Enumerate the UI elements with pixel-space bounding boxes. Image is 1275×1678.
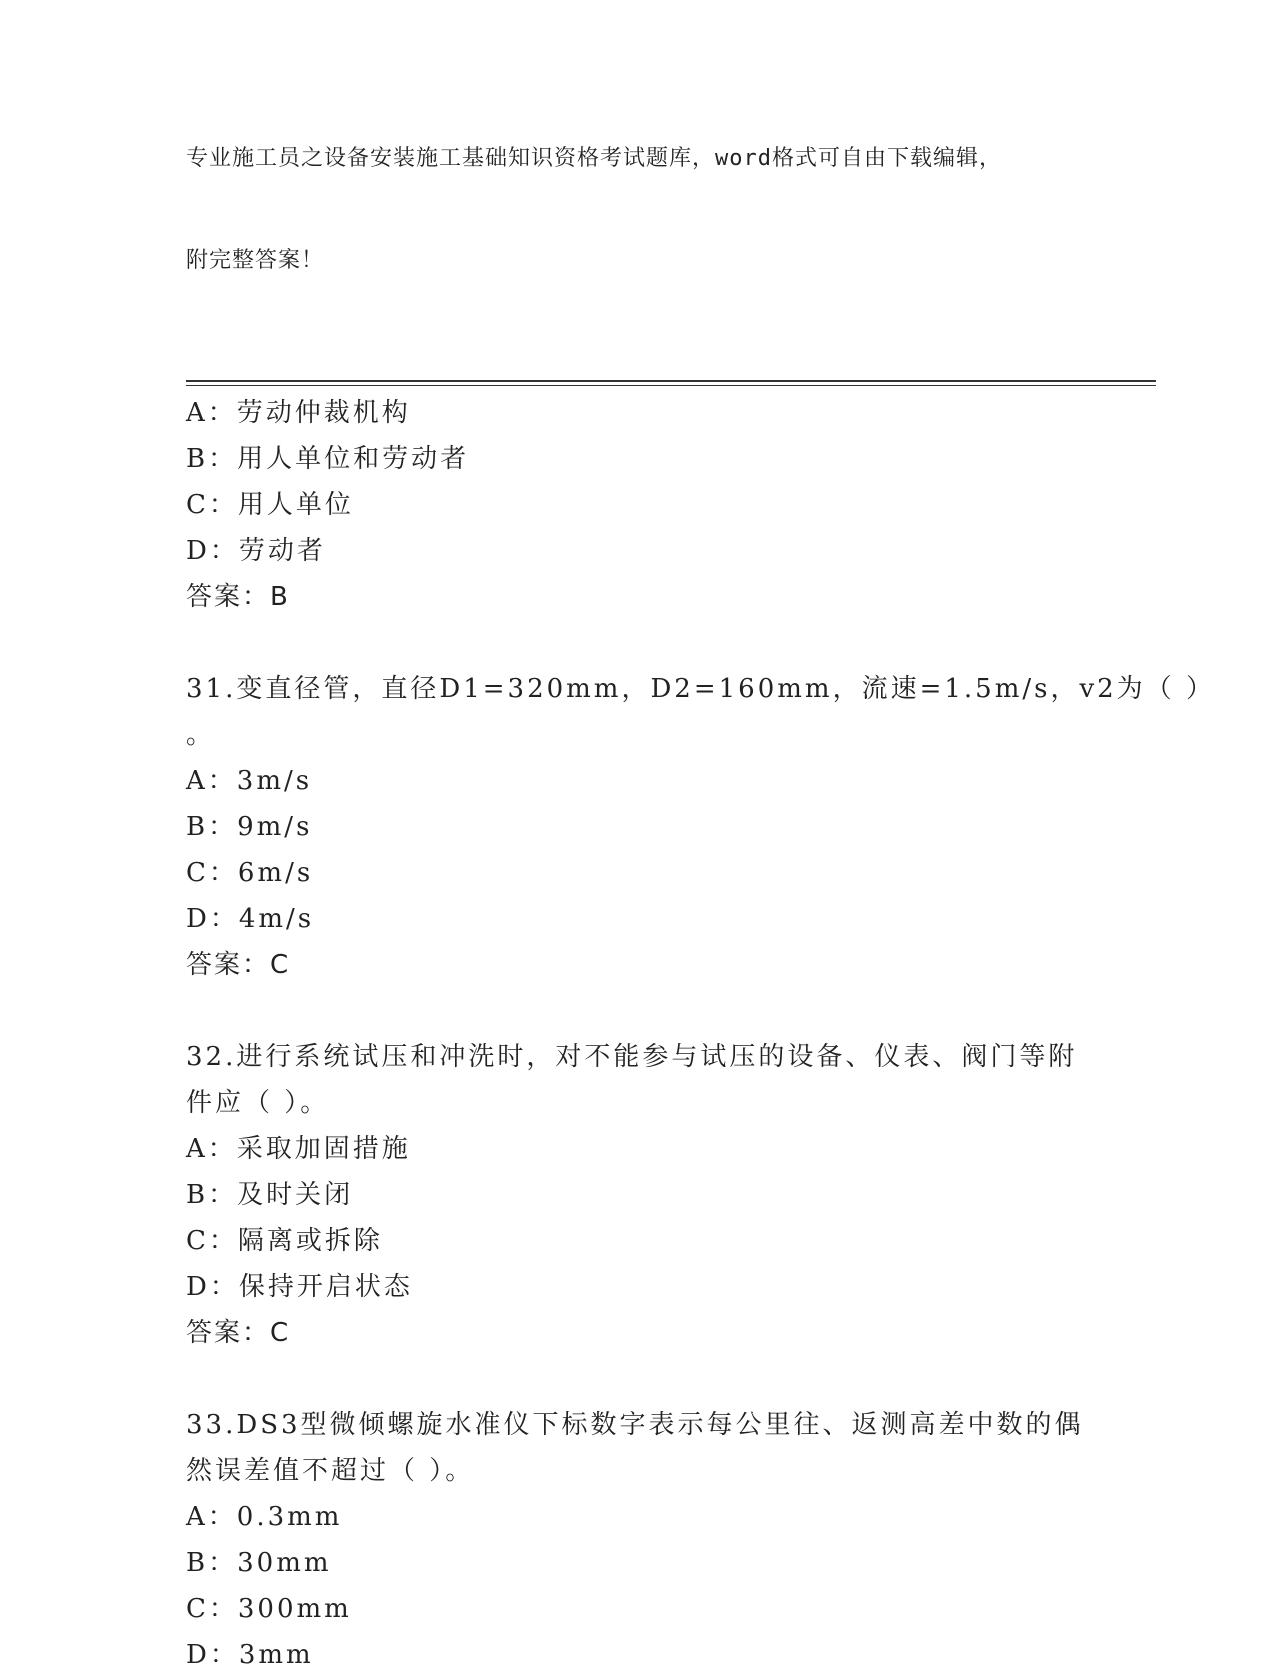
option-b: B：及时关闭	[186, 1180, 354, 1210]
option-a: A：0.3mm	[186, 1502, 343, 1532]
document-page	[186, 74, 1215, 1678]
header-line-2: 附完整答案！	[186, 248, 325, 273]
question-31	[186, 666, 1215, 988]
question-gap	[186, 1356, 1156, 1402]
header-line-1: 专业施工员之设备安装施工基础知识资格考试题库，word格式可自由下载编辑，	[186, 146, 1002, 171]
option-c: C：300mm	[186, 1594, 352, 1624]
option-c: C：隔离或拆除	[186, 1226, 383, 1256]
question-30	[186, 390, 1156, 620]
question-stem-line-1: 31.变直径管，直径D1=320mm，D2=160mm，流速=1.5m/s，v2为（ ）	[186, 674, 1215, 704]
question-33	[186, 1402, 1156, 1678]
question-stem-line-2: 件应（ ）。	[186, 1088, 330, 1118]
question-gap	[186, 620, 1156, 666]
option-a: A：劳动仲裁机构	[186, 398, 411, 428]
option-b: B：用人单位和劳动者	[186, 444, 470, 474]
question-list	[186, 390, 1215, 1678]
answer-line: 答案：C	[186, 1318, 291, 1348]
option-a: A：3m/s	[186, 766, 313, 796]
option-c: C：用人单位	[186, 490, 354, 520]
question-32	[186, 1034, 1156, 1356]
question-stem-line-1: 33.DS3型微倾螺旋水准仪下标数字表示每公里往、返测高差中数的偶	[186, 1410, 1084, 1440]
option-d: D：保持开启状态	[186, 1272, 413, 1302]
option-a: A：采取加固措施	[186, 1134, 411, 1164]
option-d: D：4m/s	[186, 904, 315, 934]
answer-line: 答案：B	[186, 582, 290, 612]
option-b: B：9m/s	[186, 812, 313, 842]
question-stem-line-2: 然误差值不超过（ ）。	[186, 1456, 475, 1486]
option-d: D：3mm	[186, 1640, 314, 1670]
option-d: D：劳动者	[186, 536, 326, 566]
option-c: C：6m/s	[186, 858, 314, 888]
question-gap	[186, 988, 1156, 1034]
answer-line: 答案：C	[186, 950, 291, 980]
question-stem-line-1: 32.进行系统试压和冲洗时，对不能参与试压的设备、仪表、阀门等附	[186, 1042, 1078, 1072]
question-stem-line-2: 。	[186, 720, 216, 750]
document-header	[186, 74, 1066, 346]
header-divider	[186, 380, 1156, 386]
option-b: B：30mm	[186, 1548, 332, 1578]
